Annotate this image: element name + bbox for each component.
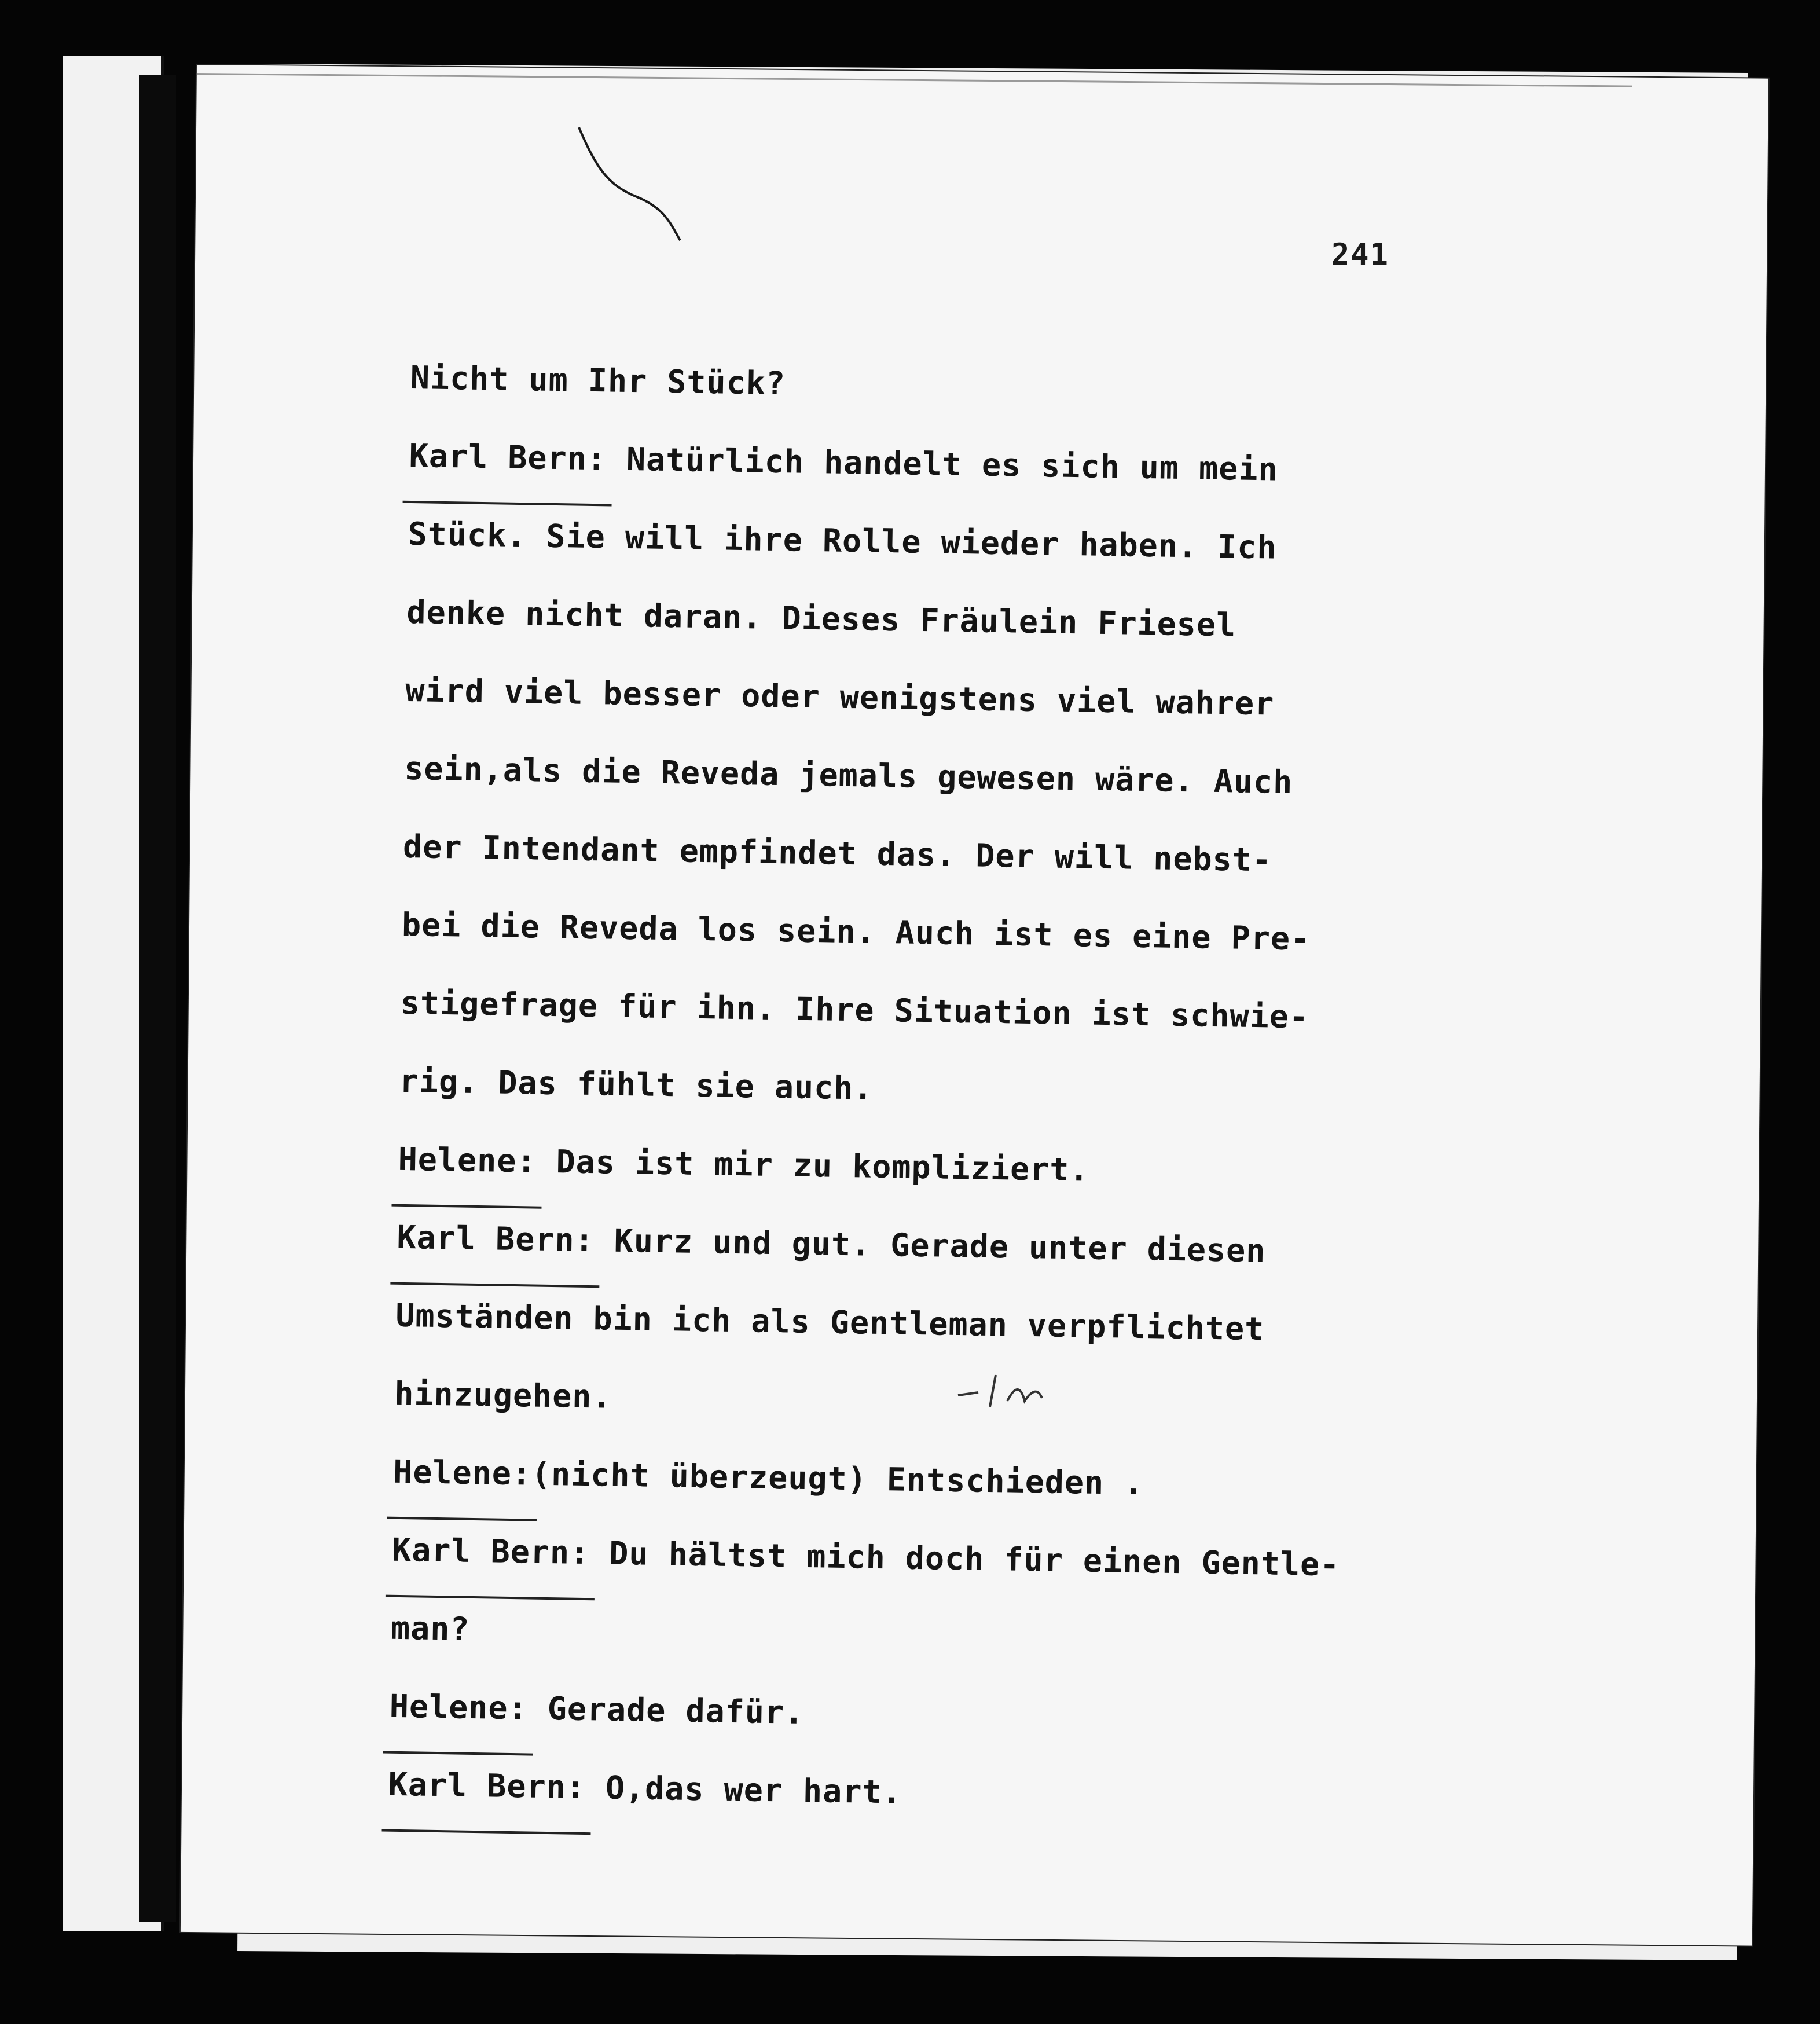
line-speaker: Helene: [392, 1433, 532, 1513]
line-text: O,das wer hart. [585, 1769, 902, 1811]
line-text: der Intendant empfindet das. Der will nebst- [402, 827, 1272, 879]
line-text: hinzugehen. [394, 1374, 612, 1416]
line-text: wird viel besser oder wenigstens viel wahrer [405, 671, 1275, 723]
line-text: denke nicht daran. Dieses Fräulein Friesel [406, 593, 1236, 644]
line-speaker: Karl Bern: [391, 1511, 590, 1592]
page-number: 241 [1331, 237, 1389, 272]
line-text: Nicht um Ihr Stück? [410, 358, 786, 402]
line-speaker: Helene: [389, 1667, 529, 1748]
pencil-scribble-mark [955, 1366, 1094, 1413]
line-text: Natürlich handelt es sich um mein [606, 440, 1279, 488]
line-text: Umständen bin ich als Gentleman verpflichtet [395, 1296, 1265, 1348]
line-text: rig. Das fühlt sie auch. [399, 1062, 874, 1107]
line-text: Gerade dafür. [527, 1689, 805, 1731]
line-speaker: Karl Bern: [397, 1198, 595, 1279]
line-text: stigefrage für ihn. Ihre Situation ist schwie- [400, 984, 1309, 1036]
line-text: Kurz und gut. Gerade unter diesen [594, 1222, 1266, 1270]
line-text: man? [390, 1609, 470, 1648]
line-text: Das ist mir zu kompliziert. [536, 1142, 1090, 1189]
line-speaker: Karl Bern: [388, 1746, 586, 1827]
line-speaker: Helene: [398, 1120, 537, 1201]
line-text: (nicht überzeugt) Entschieden . [531, 1455, 1144, 1502]
line-text: sein,als die Reveda jemals gewesen wäre. Auch [403, 749, 1293, 801]
pencil-stroke-mark [573, 122, 689, 249]
binding-shadow [139, 75, 176, 1922]
page-edge-line [197, 73, 1632, 87]
line-speaker: Karl Bern: [409, 417, 607, 498]
line-text: Du hältst mich doch für einen Gentle- [589, 1534, 1340, 1583]
line-text: Stück. Sie will ihre Rolle wieder haben. Ich [408, 515, 1277, 566]
line-text: bei die Reveda los sein. Auch ist es eine Pre- [401, 905, 1311, 958]
typescript-text [388, 339, 1708, 1844]
